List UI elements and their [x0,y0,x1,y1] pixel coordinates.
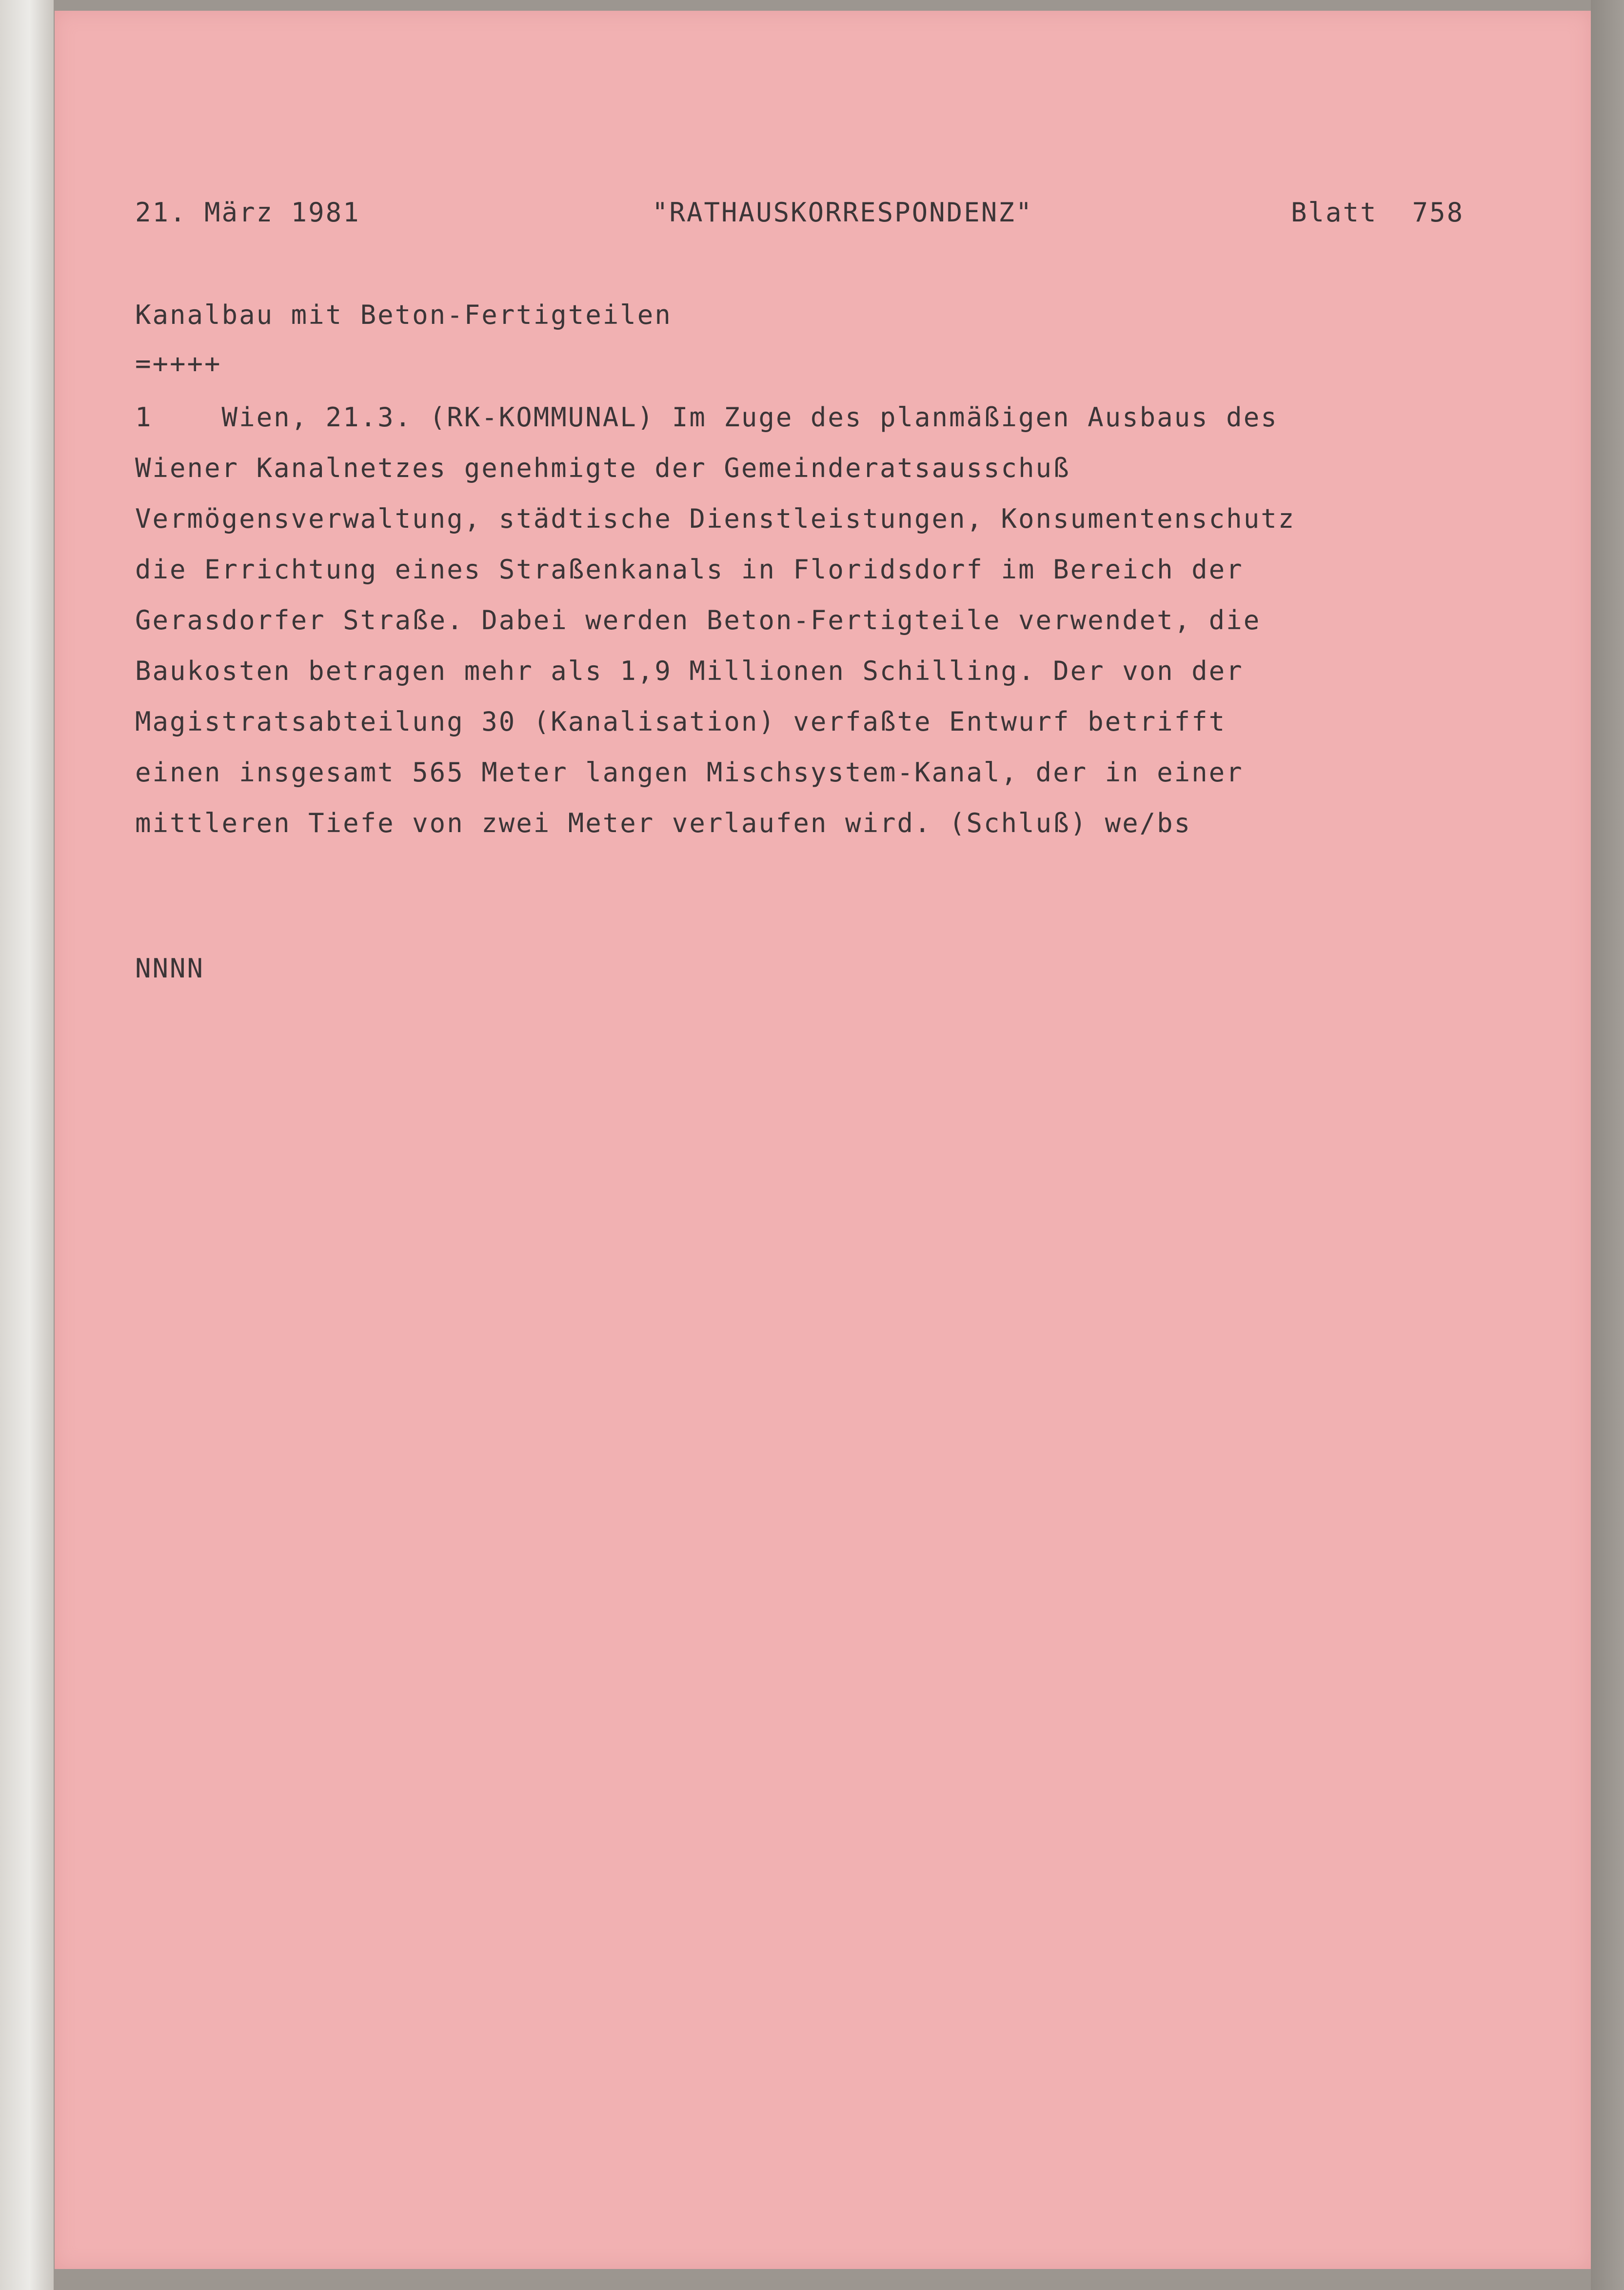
page-content [55,11,1591,2269]
article-headline: Kanalbau mit Beton-Fertigteilen [135,299,672,330]
binding-strip [0,0,54,2290]
body-line: Magistratsabteilung 30 (Kanalisation) verfaßte Entwurf betrifft [135,706,1227,737]
body-line: 1 Wien, 21.3. (RK-KOMMUNAL) Im Zuge des planmäßigen Ausbaus des [135,402,1278,433]
document-sheet [55,11,1591,2269]
body-line: mittleren Tiefe von zwei Meter verlaufen wird. (Schluß) we/bs [135,808,1192,838]
body-line: Baukosten betragen mehr als 1,9 Millionen Schilling. Der von der [135,656,1244,686]
body-line: Gerasdorfer Straße. Dabei werden Beton-Fertigteile verwendet, die [135,605,1261,636]
body-line: die Errichtung eines Straßenkanals in Floridsdorf im Bereich der [135,554,1244,585]
header-date: 21. März 1981 [135,197,360,228]
header-sheet-number: Blatt 758 [1291,197,1465,228]
body-line: Vermögensverwaltung, städtische Dienstleistungen, Konsumentenschutz [135,503,1296,534]
article-marker: =++++ [135,348,222,379]
body-line: einen insgesamt 565 Meter langen Mischsystem-Kanal, der in einer [135,757,1244,788]
header-publication: "RATHAUSKORRESPONDENZ" [652,197,1033,228]
body-line: Wiener Kanalnetzes genehmigte der Gemeinderatsausschuß [135,453,1070,483]
scanner-background [1591,0,1624,2290]
article-body [135,392,1295,849]
article-end-marker: NNNN [135,953,205,984]
